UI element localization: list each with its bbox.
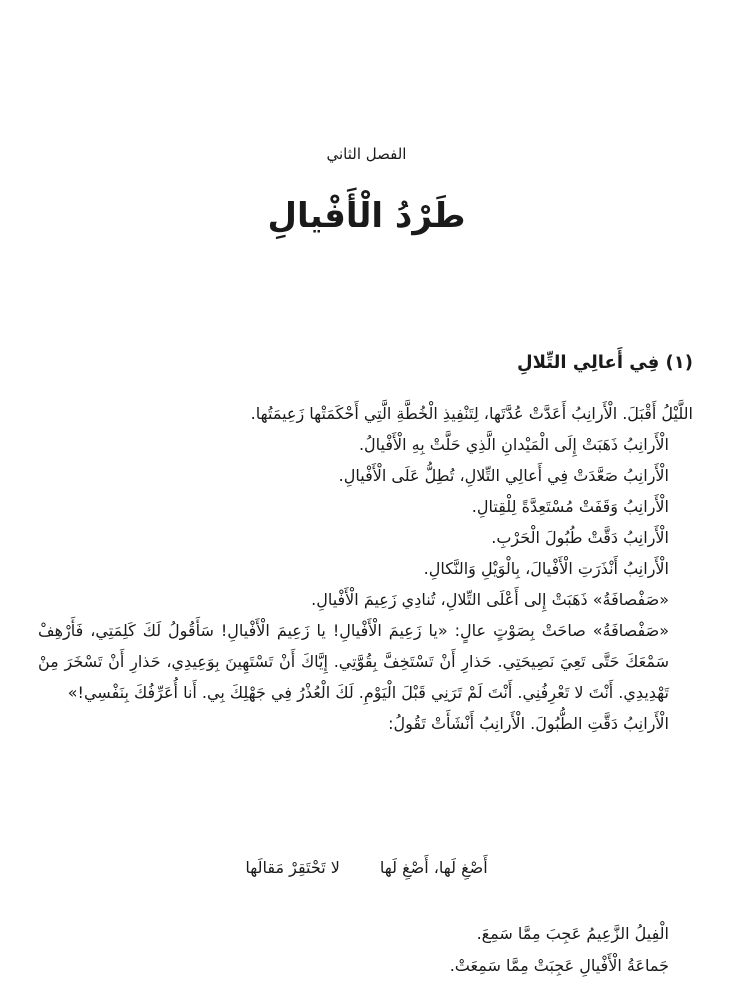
paragraph: الْأَرانِبُ ذَهَبَتْ إِلَى الْمَيْدانِ الَّذِي حَلَّتْ بِهِ الْأَفْيالُ. [358,435,669,454]
paragraph: الْأَرانِبُ دَقَّتْ طُبُولَ الْحَرْبِ. [491,528,669,547]
paragraph: الْفِيلُ الزَّعِيمُ عَجِبَ مِمَّا سَمِعَ. [476,924,669,943]
paragraph: اللَّيْلُ أَقْبَلَ. الْأَرانِبُ أَعَدَّتْ عُدَّتَها، لِتَنْفِيذِ الْخُطَّةِ الَّتِي أَحْكَمَتْها زَعِيمَتُها. [250,404,693,423]
paragraph: الْأَرانِبُ وَقَفَتْ مُسْتَعِدَّةً لِلْقِتالِ. [471,497,669,516]
paragraph: «صَفْصافَةُ» صاحَتْ بِصَوْتٍ عالٍ: «يا زَعِيمَ الْأَفْيالِ! يا زَعِيمَ الْأَفْيالِ! سَأَقُولُ لَكَ كَلِمَتِي، فَأَرْهِفْ سَمْعَكَ حَتَّى تَعِيَ نَصِيحَتِي. حَذارِ أَنْ تَسْتَخِفَّ بِقُوَّتِي. إِيَّاكَ أَنْ تَسْتَهِينَ بِوَعِيدِي، حَذارِ أَنْ تَسْخَرَ مِنْ تَهْدِيدِي. أَنْتَ لا تَعْرِفُنِي. أَنْتَ لَمْ تَرَنِي قَبْلَ الْيَوْمِ. لَكَ الْعُذْرُ فِي جَهْلِكَ بِي. أَنا أُعَرِّفُكَ بِنَفْسِي!» [38,621,669,702]
poem-line: أَصْغِ لَها، أَصْغِ لَها [379,858,488,877]
paragraph: الْأَرانِبُ أَنْذَرَتِ الْأَفْيالَ، بِالْوَيْلِ وَالنَّكالِ. [423,559,669,578]
paragraph: جَماعَةُ الْأَفْيالِ عَجِبَتْ مِمَّا سَمِعَتْ. [449,956,669,975]
paragraph: الْأَرانِبُ صَعَّدَتْ فِي أَعالِي التِّلالِ، تُطِلُّ عَلَى الْأَفْيالِ. [338,466,669,485]
closing-lines [38,918,693,982]
section-heading: (١) فِي أَعالِي التِّلالِ [516,352,693,373]
poem-line: لا تَحْتَقِرْ مَقالَها [245,858,340,877]
poem-verse [0,858,733,877]
chapter-label: الفصل الثاني [326,145,407,163]
paragraph: «صَفْصافَةُ» ذَهَبَتْ إِلى أَعْلَى التِّلالِ، تُنادِي زَعِيمَ الْأَفْيالِ. [311,590,669,609]
chapter-title: طَرْدُ الْأَفْيالِ [267,196,466,236]
story-body [38,398,693,739]
paragraph: الْأَرانِبُ دَقَّتِ الطُّبُولَ. الْأَرانِبُ أَنْشَأَتْ تَقُولُ: [388,714,669,733]
